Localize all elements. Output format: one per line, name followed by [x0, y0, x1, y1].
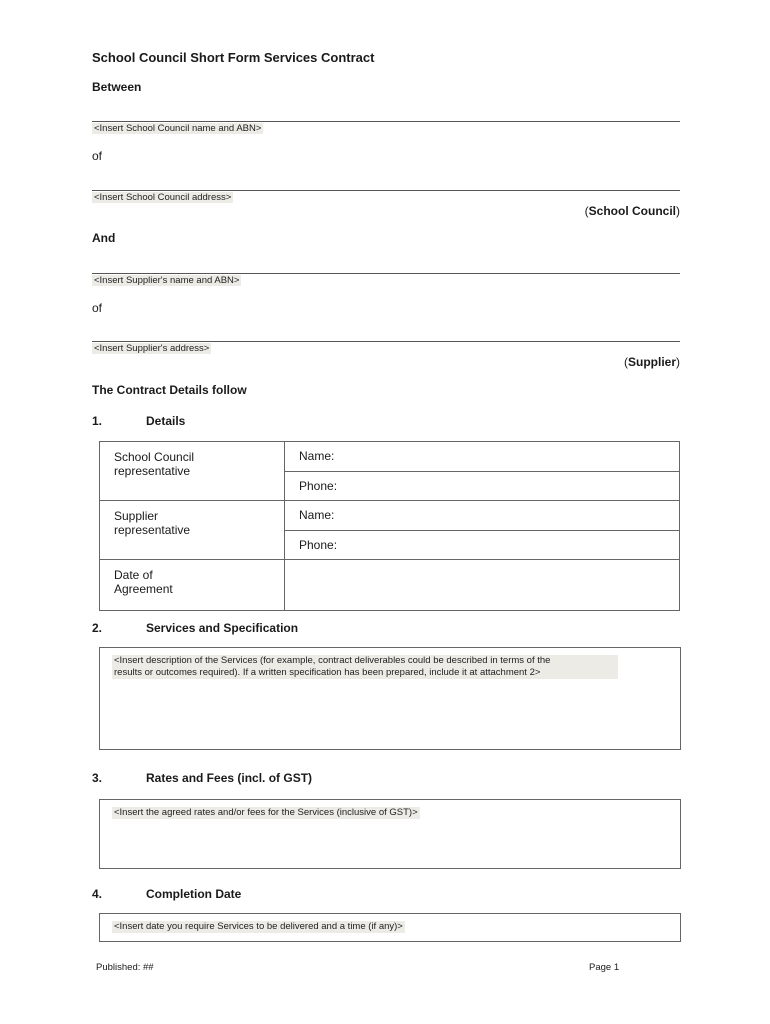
completion-box[interactable]	[99, 913, 681, 942]
footer-page-number: Page 1	[589, 962, 620, 973]
section-title-services: Services and Specification	[146, 621, 299, 635]
contract-details-heading: The Contract Details follow	[92, 383, 247, 397]
supplier-name-rule	[92, 273, 680, 274]
council-address-rule	[92, 190, 680, 191]
section-number: 3.	[92, 771, 103, 785]
date-of-agreement-field[interactable]	[285, 560, 680, 611]
section-number: 1.	[92, 414, 103, 428]
footer-published: Published: ##	[96, 962, 154, 973]
section-title-rates: Rates and Fees (incl. of GST)	[146, 771, 313, 785]
rates-box[interactable]	[99, 799, 681, 869]
section-title-details: Details	[146, 414, 186, 428]
supplier-address-placeholder[interactable]: <Insert Supplier's address>	[94, 343, 210, 354]
between-label: Between	[92, 80, 142, 94]
services-placeholder[interactable]: <Insert description of the Services (for example, contract deliverables could be described in terms of the results or outcomes required). If a written specification has been prepared, include it at attachment 2>	[112, 655, 618, 679]
council-name-placeholder[interactable]: <Insert School Council name and ABN>	[94, 123, 262, 134]
and-label: And	[92, 231, 116, 245]
council-address-placeholder[interactable]: <Insert School Council address>	[94, 192, 232, 203]
completion-placeholder[interactable]: <Insert date you require Services to be delivered and a time (if any)>	[114, 921, 403, 932]
date-of-agreement-label: Date of Agreement	[100, 560, 285, 611]
council-name-rule	[92, 121, 680, 122]
school-council-rep-label: School Council representative	[100, 442, 285, 501]
school-council-rep-phone-field[interactable]: Phone:	[285, 471, 680, 501]
supplier-party-label: (Supplier)	[623, 355, 680, 369]
supplier-name-placeholder[interactable]: <Insert Supplier's name and ABN>	[94, 275, 240, 286]
of-label: of	[92, 301, 103, 315]
school-council-rep-name-field[interactable]: Name:	[285, 442, 680, 472]
services-box[interactable]	[99, 647, 681, 750]
section-number: 2.	[92, 621, 103, 635]
school-council-party-label: (School Council)	[584, 204, 680, 218]
document-title: School Council Short Form Services Contract	[92, 50, 375, 65]
details-table	[99, 441, 680, 611]
rates-placeholder[interactable]: <Insert the agreed rates and/or fees for the Services (inclusive of GST)>	[114, 807, 418, 818]
supplier-rep-phone-field[interactable]: Phone:	[285, 530, 680, 560]
of-label: of	[92, 149, 103, 163]
section-title-completion: Completion Date	[146, 887, 242, 901]
section-number: 4.	[92, 887, 103, 901]
supplier-rep-name-field[interactable]: Name:	[285, 501, 680, 531]
supplier-rep-label: Supplier representative	[100, 501, 285, 560]
supplier-address-rule	[92, 341, 680, 342]
